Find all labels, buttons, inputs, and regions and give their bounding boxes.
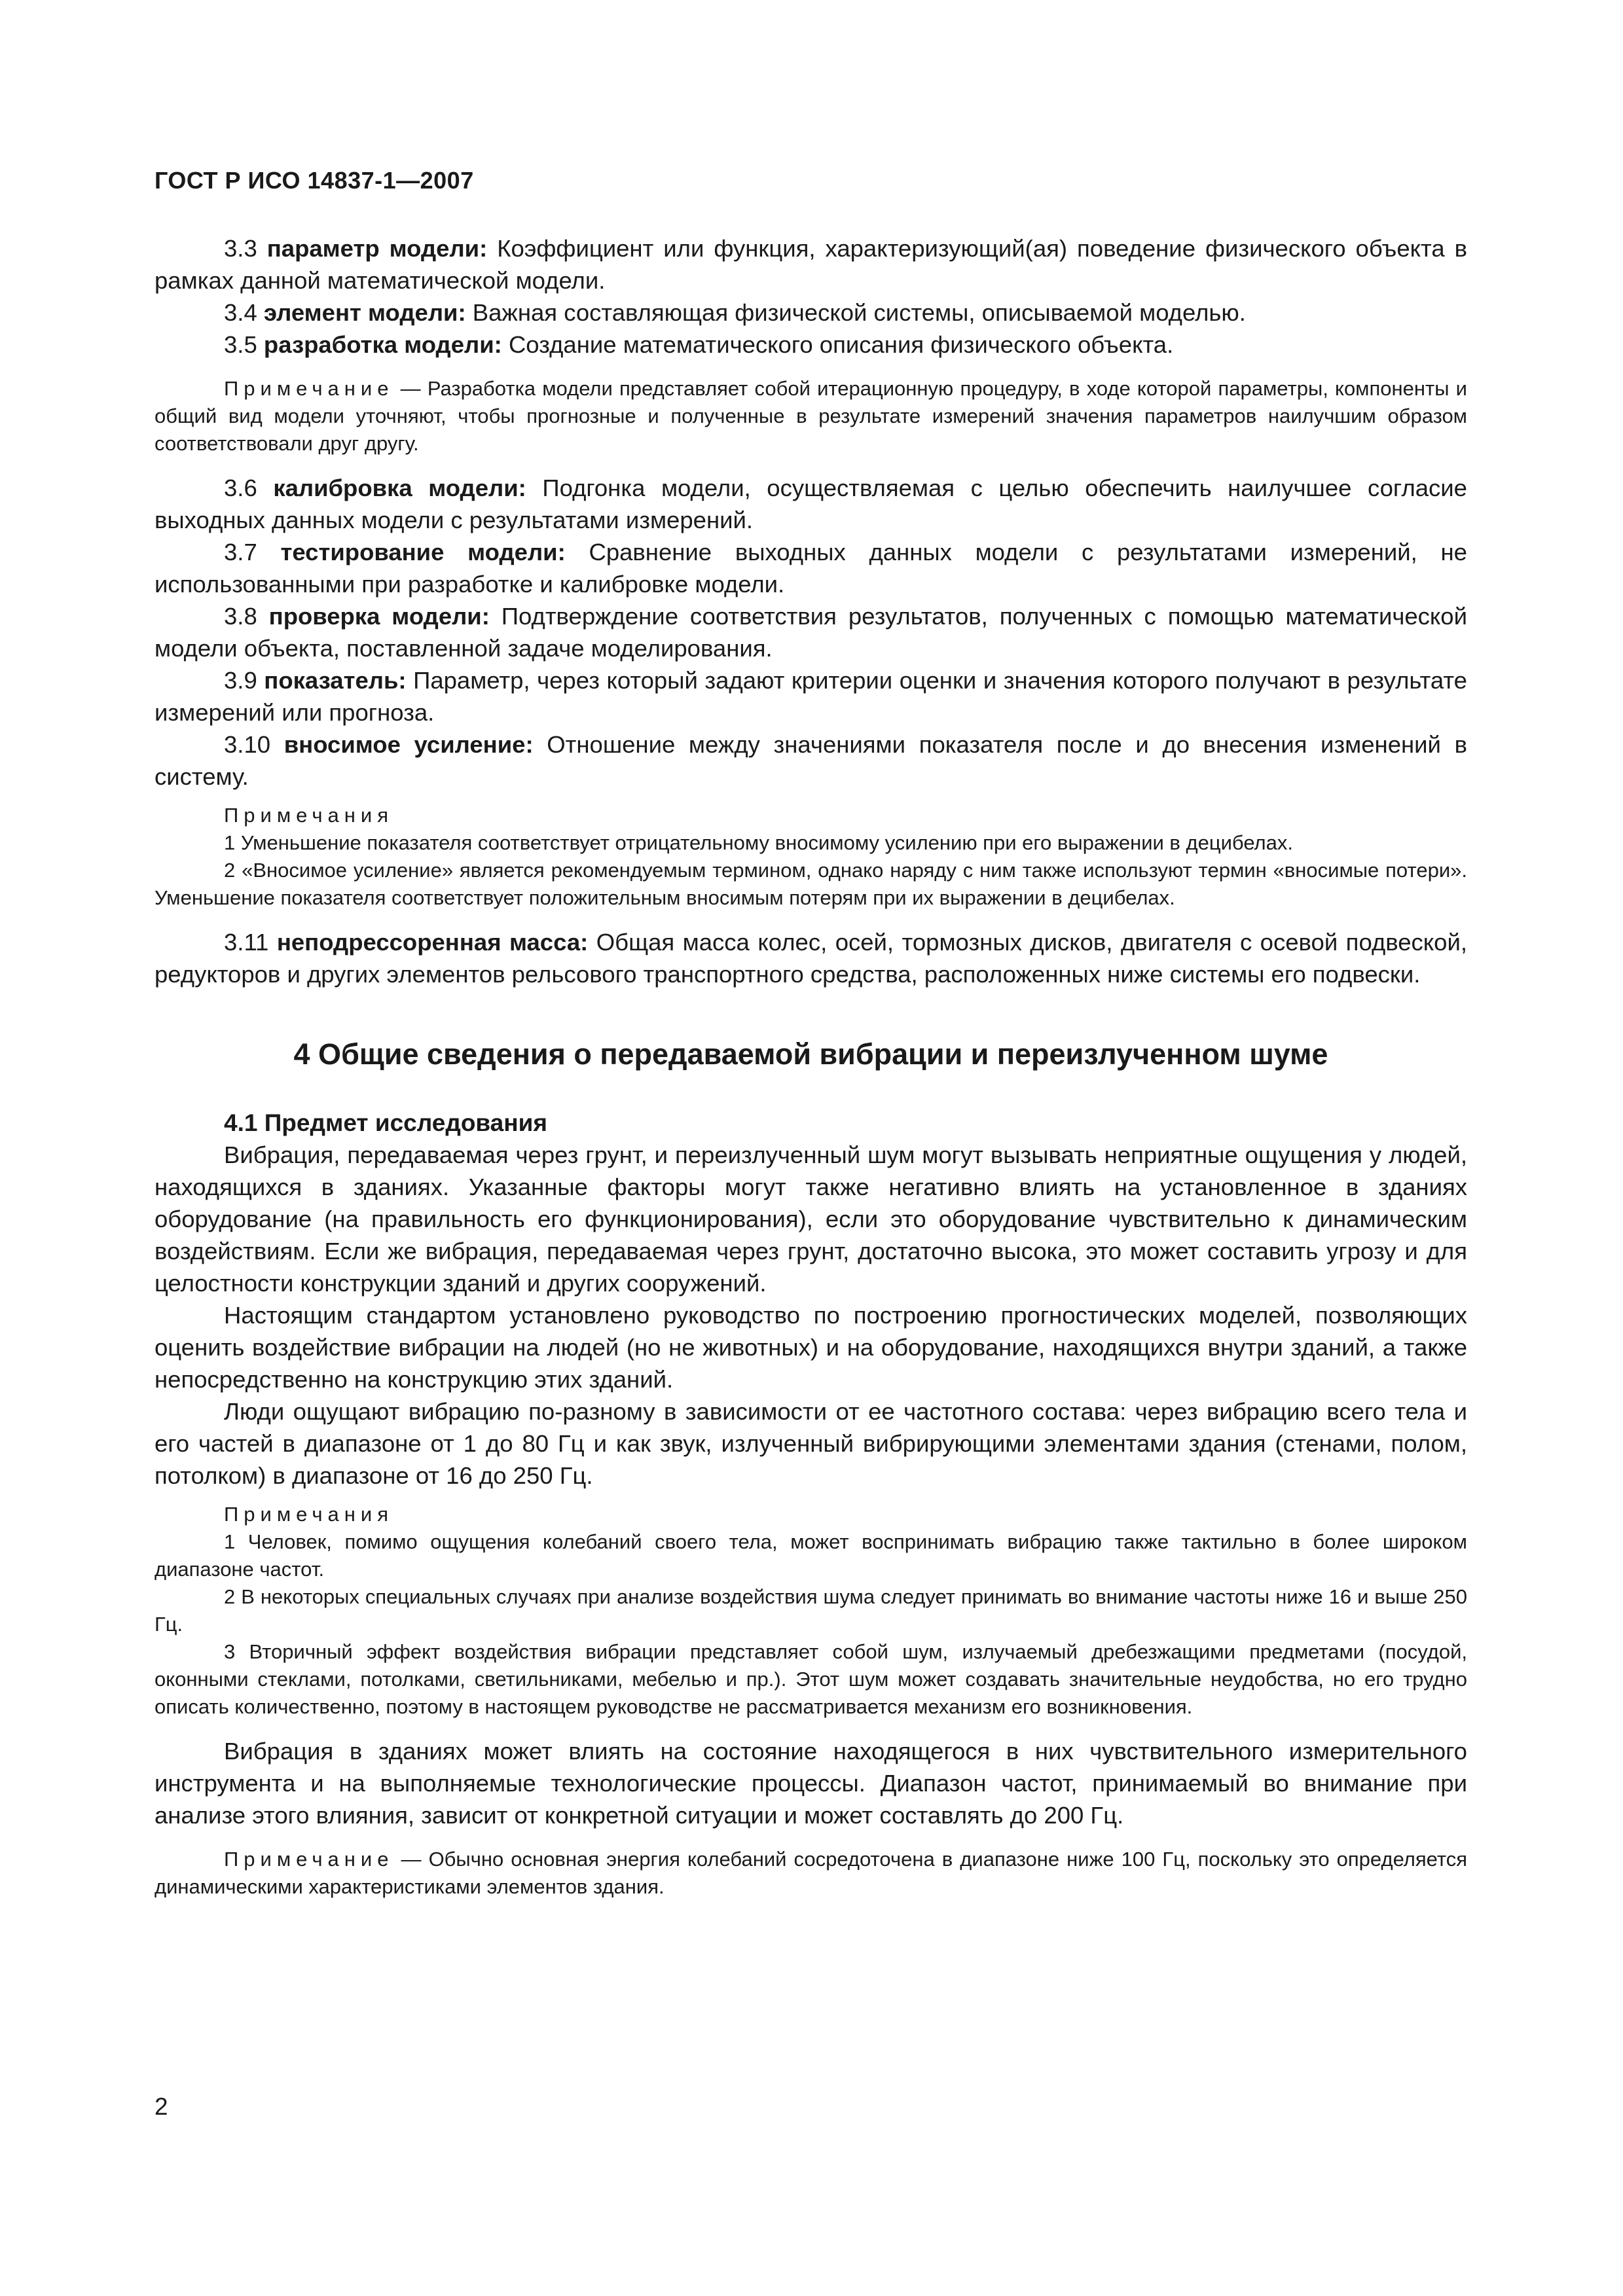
term: вносимое усиление:	[283, 731, 534, 758]
section-4-notes-label: Примечания	[224, 1503, 393, 1526]
note-label: Примечание	[224, 377, 394, 400]
section-4-note-1: 1 Человек, помимо ощущения колебаний своего тела, может воспринимать вибрацию также тактильно в более широком диапазоне частот.	[155, 1530, 1467, 1581]
subsection-4-1-heading: 4.1 Предмет исследования	[224, 1109, 547, 1136]
section-4-note-2: 2 В некоторых специальных случаях при анализе воздействия шума следует принимать во внимание частоты ниже 16 и выше 250 Гц.	[155, 1585, 1467, 1636]
definition-3-6: 3.6 калибровка модели: Подгонка модели, осуществляемая с целью обеспечить наилучшее согласие выходных данных модели с результатами измерений.	[155, 475, 1467, 533]
definition-3-9: 3.9 показатель: Параметр, через который задают критерии оценки и значения которого получают в результате измерений или прогноза.	[155, 667, 1467, 726]
page-number: 2	[155, 2093, 168, 2120]
term: элемент модели:	[263, 299, 466, 326]
note-label: Примечание	[224, 1848, 394, 1871]
term: разработка модели:	[263, 331, 502, 358]
definition-3-5: 3.5 разработка модели: Создание математического описания физического объекта.	[224, 331, 1174, 358]
term: показатель:	[264, 667, 407, 694]
section-4-final-note: Примечание — Обычно основная энергия колебаний сосредоточена в диапазоне ниже 100 Гц, поскольку это определяется динамическими характеристиками элементов здания.	[155, 1848, 1467, 1898]
definition-3-4: 3.4 элемент модели: Важная составляющая физической системы, описываемой моделью.	[224, 299, 1246, 326]
definition-3-7: 3.7 тестирование модели: Сравнение выходных данных модели с результатами измерений, не использованными при разработке и калибровке модели.	[155, 539, 1467, 598]
notes-label: Примечания	[224, 804, 393, 827]
term: проверка модели:	[268, 603, 490, 630]
section-4-paragraph-1: Вибрация, передаваемая через грунт, и переизлученный шум могут вызывать неприятные ощущения у людей, находящихся в зданиях. Указанные факторы могут также негативно влиять на установленное в зданиях оборудование (на правильность его функционирования), если это оборудование чувствительно к динамическим воздействиям. Если же вибрация, передаваемая через грунт, достаточно высока, это может составить угрозу и для целостности конструкции зданий и других сооружений.	[155, 1141, 1467, 1297]
section-4-note-3: 3 Вторичный эффект воздействия вибрации представляет собой шум, излучаемый дребезжащими предметами (посудой, оконными стеклами, потолками, светильниками, мебелью и пр.). Этот шум может создавать значительные неудобства, но его трудно описать количественно, поэтому в настоящем руководстве не рассматривается механизм его возникновения.	[155, 1640, 1467, 1718]
section-4-paragraph-2: Настоящим стандартом установлено руководство по построению прогностических моделей, позволяющих оценить воздействие вибрации на людей (но не животных) и на оборудование, находящихся внутри зданий, а также непосредственно на конструкцию этих зданий.	[155, 1302, 1467, 1393]
term: калибровка модели:	[273, 475, 526, 501]
section-4-paragraph-3: Люди ощущают вибрацию по-разному в зависимости от ее частотного состава: через вибрацию всего тела и его частей в диапазоне от 1 до 80 Гц и как звук, излученный вибрирующими элементами здания (стенами, полом, потолком) в диапазоне от 16 до 250 Гц.	[155, 1398, 1467, 1489]
term: неподрессоренная масса:	[276, 929, 589, 956]
term: параметр модели:	[266, 235, 488, 262]
term: тестирование модели:	[280, 539, 566, 565]
section-4-paragraph-4: Вибрация в зданиях может влиять на состояние находящегося в них чувствительного измерительного инструмента и на выполняемые технологические процессы. Диапазон частот, принимаемый во внимание при анализе этого влияния, зависит от конкретной ситуации и может составлять до 200 Гц.	[155, 1738, 1467, 1829]
definition-3-10: 3.10 вносимое усиление: Отношение между значениями показателя после и до внесения изменений в систему.	[155, 731, 1467, 790]
definition-3-11: 3.11 неподрессоренная масса: Общая масса колес, осей, тормозных дисков, двигателя с осевой подвеской, редукторов и других элементов рельсового транспортного средства, расположенных ниже системы его подвески.	[155, 929, 1467, 988]
note-item-1: 1 Уменьшение показателя соответствует отрицательному вносимому усилению при его выражении в децибелах.	[224, 831, 1293, 854]
section-4-heading: 4 Общие сведения о передаваемой вибрации и переизлученном шуме	[293, 1037, 1328, 1071]
page-body	[155, 232, 1467, 1901]
definition-3-3: 3.3 параметр модели: Коэффициент или функция, характеризующий(ая) поведение физического объекта в рамках данной математической модели.	[155, 235, 1467, 294]
note-model-development: Примечание — Разработка модели представляет собой итерационную процедуру, в ходе которой параметры, компоненты и общий вид модели уточняют, чтобы прогнозные и полученные в результате измерений значения параметров наилучшим образом соответствовали друг другу.	[155, 377, 1467, 455]
definition-3-8: 3.8 проверка модели: Подтверждение соответствия результатов, полученных с помощью математической модели объекта, поставленной задаче моделирования.	[155, 603, 1467, 662]
note-item-2: 2 «Вносимое усиление» является рекомендуемым термином, однако наряду с ним также используют термин «вносимые потери». Уменьшение показателя соответствует положительным вносимым потерям при их выражении в децибелах.	[155, 859, 1467, 909]
document-code-header: ГОСТ Р ИСО 14837-1—2007	[155, 167, 474, 194]
